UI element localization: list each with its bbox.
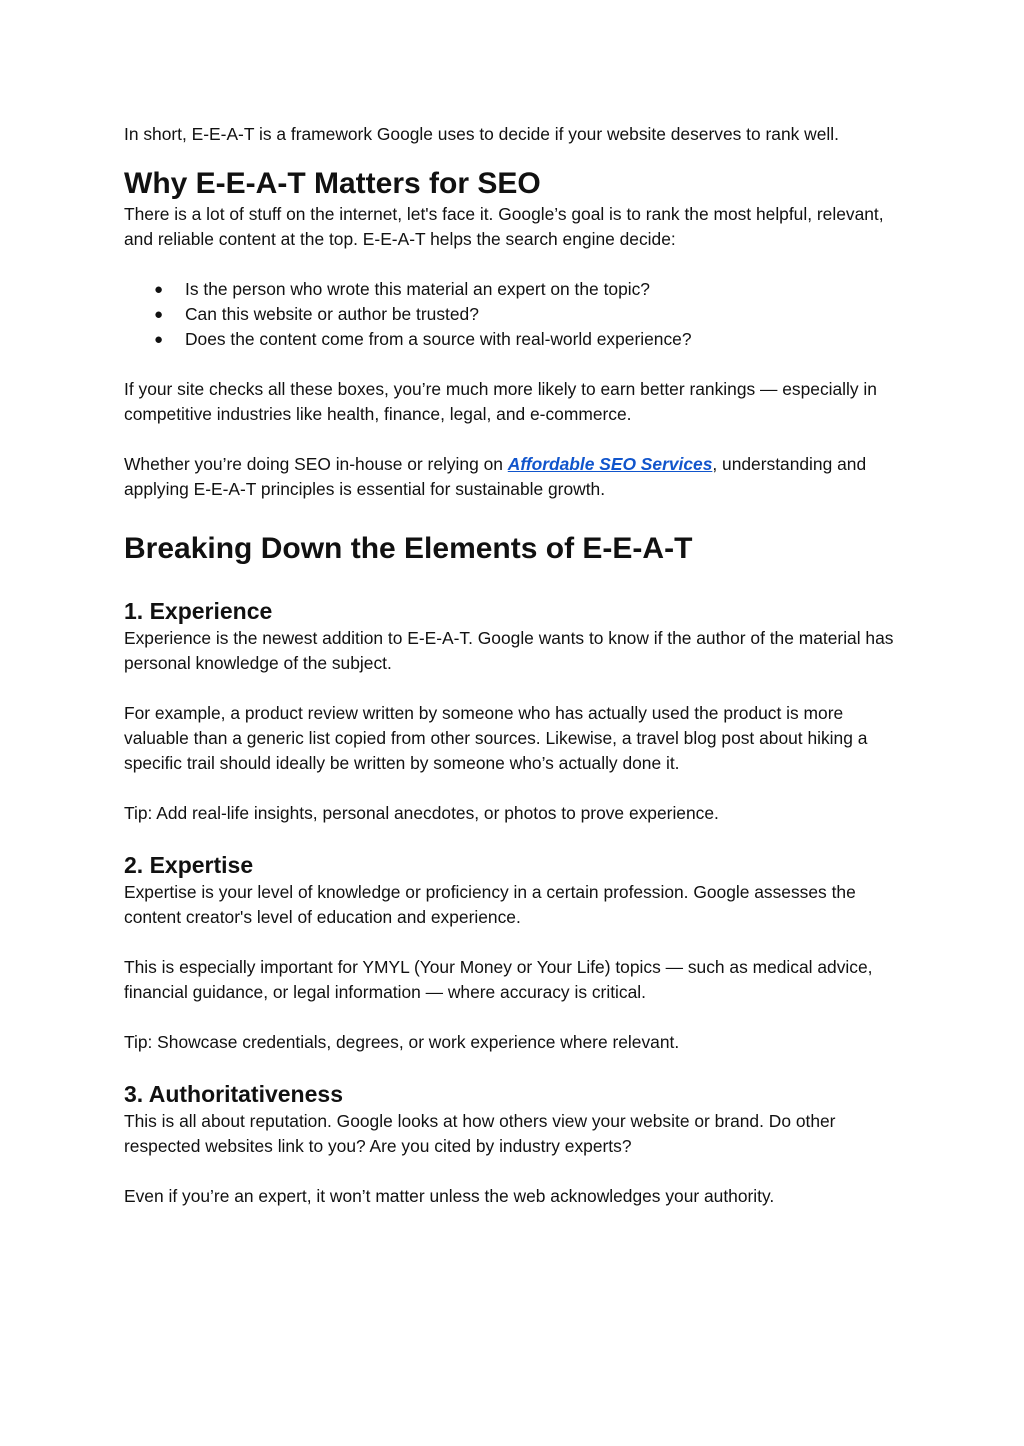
authoritativeness-paragraph-1: This is all about reputation. Google looks at how others view your website or brand. Do other respected websites link to you? Are you cited by industry experts? [124,1111,836,1156]
why-eeat-heading: Why E-E-A-T Matters for SEO [124,167,541,200]
experience-tip: Tip: Add real-life insights, personal anecdotes, or photos to prove experience. [124,803,719,823]
breakdown-heading: Breaking Down the Elements of E-E-A-T [124,532,693,565]
list-item-text: Is the person who wrote this material an expert on the topic? [185,279,650,299]
authoritativeness-paragraph-2: Even if you’re an expert, it won’t matter unless the web acknowledges your authority. [124,1186,775,1206]
why-paragraph-3-start: Whether you’re doing SEO in-house or relying on [124,454,508,474]
why-paragraph-3 [124,452,904,502]
bullet-icon: ● [154,306,164,323]
expertise-tip: Tip: Showcase credentials, degrees, or work experience where relevant. [124,1032,680,1052]
experience-paragraph-1: Experience is the newest addition to E-E-A-T. Google wants to know if the author of the material has personal knowledge of the subject. [124,628,894,673]
expertise-paragraph-2: This is especially important for YMYL (Your Money or Your Life) topics — such as medical advice, financial guidance, or legal information — where accuracy is critical. [124,957,873,1002]
authoritativeness-heading: 3. Authoritativeness [124,1081,343,1107]
list-item-text: Can this website or author be trusted? [185,304,479,324]
why-paragraph-3-end: , understanding and applying E-E-A-T principles is essential for sustainable growth. [124,454,867,499]
document-page [124,122,904,1209]
affordable-seo-services-link[interactable]: Affordable SEO Services [507,454,713,474]
expertise-paragraph-1: Expertise is your level of knowledge or proficiency in a certain profession. Google assesses the content creator's level of education and experience. [124,882,856,927]
why-bullet-list [124,277,904,352]
list-item-text: Does the content come from a source with real-world experience? [185,329,692,349]
experience-paragraph-2: For example, a product review written by someone who has actually used the product is more valuable than a generic list copied from other sources. Likewise, a travel blog post about hiking a specific trail should ideally be written by someone who’s actually done it. [124,703,868,773]
experience-heading: 1. Experience [124,598,273,624]
list-item [124,302,904,327]
intro-paragraph: In short, E-E-A-T is a framework Google uses to decide if your website deserves to rank well. [124,124,839,144]
list-item [124,327,904,352]
list-item [124,277,904,302]
expertise-heading: 2. Expertise [124,852,254,878]
bullet-icon: ● [154,281,164,298]
bullet-icon: ● [154,331,164,348]
why-paragraph-2: If your site checks all these boxes, you’re much more likely to earn better rankings — especially in competitive industries like health, finance, legal, and e-commerce. [124,379,877,424]
why-paragraph-1: There is a lot of stuff on the internet, let's face it. Google’s goal is to rank the most helpful, relevant, and reliable content at the top. E-E-A-T helps the search engine decide: [124,204,884,249]
